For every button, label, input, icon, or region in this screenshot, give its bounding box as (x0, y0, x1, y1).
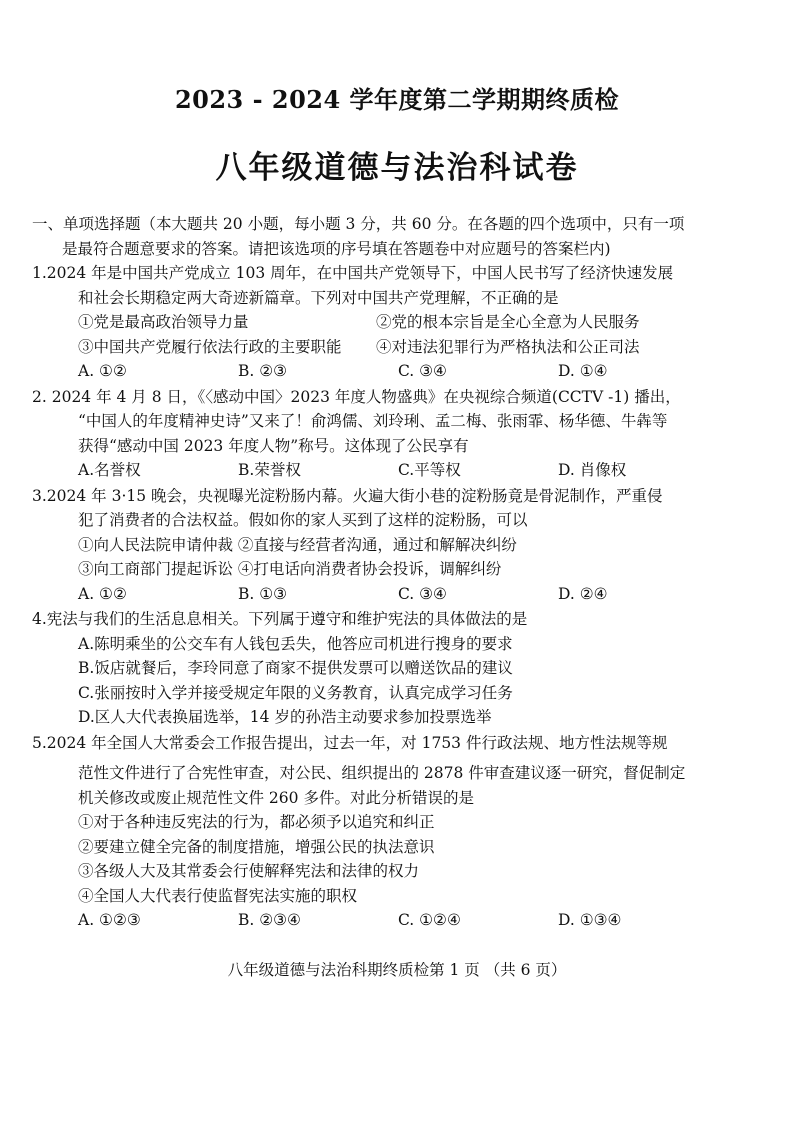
question-stem: 犯了消费者的合法权益。假如你的家人买到了这样的淀粉肠，可以 (78, 511, 528, 529)
question-1 (32, 261, 762, 384)
question-stem: 2. 2024 年 4 月 8 日，《〈感动中国〉2023 年度人物盛典》在央视综合频道(CCTV -1) 播出， (32, 387, 681, 406)
question-stem: 5.2024 年全国人大常委会工作报告提出，过去一年，对 1753 件行政法规、地方性法规等规 (32, 733, 668, 752)
choice-b: B.饭店就餐后，李玲同意了商家不提供发票可以赠送饮品的建议 (78, 659, 513, 677)
choice-d: D.区人大代表换届选举，14 岁的孙浩主动要求参加投票选举 (78, 708, 492, 726)
statement-row: ②要建立健全完备的制度措施，增强公民的执法意识 (78, 837, 435, 856)
choice-c: C. ③④ (398, 584, 447, 603)
exam-subtitle: 八年级道德与法治科试卷 (215, 150, 579, 186)
choice-d: D. ①③④ (558, 911, 622, 929)
choice-c: C. ③④ (398, 362, 447, 380)
statement-row: ①向人民法院申请仲裁 ②直接与经营者沟通，通过和解解决纠纷 (78, 535, 517, 554)
choice-b: B. ①③ (238, 584, 288, 603)
question-stem: 范性文件进行了合宪性审查，对公民、组织提出的 2878 件审查建议逐一研究，督促制定 (78, 764, 686, 782)
choice-row (32, 458, 762, 483)
statement-item: ③中国共产党履行依法行政的主要职能 (78, 337, 342, 356)
exam-title: 2023 - 2024 学年度第二学期期终质检 (174, 85, 620, 114)
question-4 (32, 607, 762, 730)
section-heading: 一、单项选择题（本大题共 20 小题，每小题 3 分，共 60 分。在各题的四个选项中，只有一项 (32, 215, 685, 233)
question-stem: 3.2024 年 3·15 晚会，央视曝光淀粉肠内幕。火遍大街小巷的淀粉肠竟是骨泥制作，严重侵 (32, 486, 663, 505)
choice-a: A. ①② (78, 362, 127, 380)
choice-b: B. ②③④ (238, 911, 301, 929)
statement-row: ③向工商部门提起诉讼 ④打电话向消费者协会投诉，调解纠纷 (78, 560, 502, 578)
choice-d: D. ①④ (558, 362, 608, 380)
statement-item: ①党是最高政治领导力量 (78, 313, 249, 331)
statement-item: ②党的根本宗旨是全心全意为人民服务 (376, 313, 640, 331)
choice-row (32, 359, 762, 384)
choice-c: C. ①②④ (398, 911, 461, 929)
choice-b: B. ②③ (238, 362, 288, 380)
question-2 (32, 385, 762, 483)
statement-row (32, 335, 762, 360)
question-stem: “中国人的年度精神史诗”又来了！俞鸿儒、刘玲琍、孟二梅、张雨霏、杨华德、牛犇等 (78, 412, 668, 430)
statement-row (32, 310, 762, 335)
question-3 (32, 484, 762, 607)
choice-c: C.张丽按时入学并接受规定年限的义务教育，认真完成学习任务 (78, 683, 513, 702)
choice-a: A. ①② (78, 584, 127, 603)
page-footer: 八年级道德与法治科期终质检第 1 页 （共 6 页） (227, 961, 567, 979)
choice-d: D. 肖像权 (558, 461, 627, 479)
choice-a: A.陈明乘坐的公交车有人钱包丢失，他答应司机进行搜身的要求 (78, 634, 513, 653)
statement-item: ④对违法犯罪行为严格执法和公正司法 (376, 337, 640, 356)
choice-d: D. ②④ (558, 584, 608, 603)
exam-content (32, 212, 762, 933)
section-instructions: 是最符合题意要求的答案。请把该选项的序号填在答题卷中对应题号的答案栏内) (62, 239, 611, 258)
choice-a: A. ①②③ (78, 911, 141, 929)
choice-row (32, 908, 762, 933)
choice-b: B.荣誉权 (238, 461, 301, 479)
question-stem: 和社会长期稳定两大奇迹新篇章。下列对中国共产党理解，不正确的是 (78, 288, 559, 307)
statement-row: ①对于各种违反宪法的行为，都必须予以追究和纠正 (78, 813, 435, 831)
question-stem: 1.2024 年是中国共产党成立 103 周年，在中国共产党领导下，中国人民书写了经济快速发展 (32, 264, 674, 282)
statement-row: ③各级人大及其常委会行使解释宪法和法律的权力 (78, 862, 420, 880)
statement-row: ④全国人大代表行使监督宪法实施的职权 (78, 886, 358, 905)
choice-row (32, 582, 762, 607)
question-stem: 4.宪法与我们的生活息息相关。下列属于遵守和维护宪法的具体做法的是 (32, 610, 528, 628)
choice-c: C.平等权 (398, 461, 461, 479)
question-stem: 获得“感动中国 2023 年度人物”称号。这体现了公民享有 (78, 436, 469, 455)
choice-a: A.名誉权 (78, 461, 141, 479)
question-stem: 机关修改或废止规范性文件 260 多件。对此分析错误的是 (78, 788, 474, 807)
question-5 (32, 731, 762, 933)
